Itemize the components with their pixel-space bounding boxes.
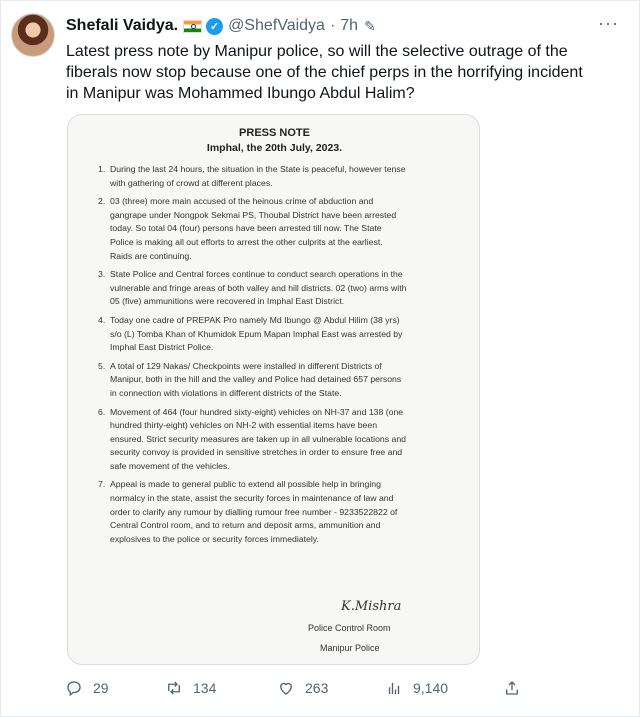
item-text-line: Manipur, both in the hill and the valley and Police had detained 657 persons — [110, 374, 402, 385]
item-text-line: security convoy is provided in sensitive stretches in order to ensure free and — [110, 447, 403, 458]
item-number: 4. — [98, 314, 106, 325]
share-button[interactable] — [503, 679, 531, 697]
press-note-items — [98, 163, 453, 551]
item-text-line: 03 (three) more main accused of the heinous crime of abduction and — [110, 196, 374, 207]
reply-button[interactable] — [65, 679, 109, 697]
item-text-line: with gathering of crowd at different places. — [110, 177, 273, 188]
press-note-item — [98, 268, 453, 309]
edited-pencil-icon[interactable]: ✎ — [364, 17, 376, 34]
item-number: 3. — [98, 269, 106, 280]
item-number: 1. — [98, 164, 106, 174]
item-text-line: Today one cadre of PREPAK Pro namely Md Ibungo @ Abdul Hilim (38 yrs) — [110, 314, 400, 325]
retweet-button[interactable] — [165, 679, 216, 697]
press-note-date: Imphal, the 20th July, 2023. — [206, 142, 343, 154]
item-text-line: A total of 129 Nakas/ Checkpoints were installed in different Districts of — [110, 360, 382, 371]
like-count: 263 — [305, 680, 329, 696]
like-button[interactable] — [277, 679, 328, 697]
item-number: 6. — [98, 406, 106, 417]
tweet-text-line: in Manipur was Mohammed Ibungo Abdul Halim? — [66, 85, 415, 102]
share-icon — [503, 679, 521, 697]
views-button[interactable] — [385, 679, 448, 697]
item-number: 7. — [98, 479, 106, 490]
reply-icon — [65, 679, 83, 697]
item-text-line: Imphal East District Police. — [110, 342, 214, 353]
retweet-count: 134 — [193, 680, 217, 696]
item-number: 2. — [98, 196, 106, 207]
item-text-line: safe movement of the vehicles. — [110, 460, 230, 471]
press-note-image[interactable] — [67, 114, 480, 665]
signoff-office: Police Control Room — [308, 623, 391, 633]
signature-image: K.Mishra — [341, 599, 402, 614]
item-text — [110, 163, 406, 190]
separator-dot: · — [329, 17, 336, 34]
item-text — [110, 406, 406, 474]
item-number: 5. — [98, 360, 106, 371]
item-text-line: today. So total 04 (four) persons have been arrested till now. The State — [110, 223, 382, 234]
author-handle[interactable]: @ShefVaidya — [228, 17, 325, 34]
views-bar-chart-icon — [385, 679, 403, 697]
item-text-line: Raids are continuing. — [110, 250, 192, 261]
item-text-line: vulnerable and fringe areas of both valley and hill districts. 02 (two) arms with — [110, 282, 407, 293]
item-text-line: During the last 24 hours, the situation in the State is peaceful, however tense — [110, 164, 406, 174]
press-note-title: PRESS NOTE — [239, 127, 310, 139]
more-options-icon[interactable]: ··· — [598, 13, 619, 33]
tweet-actions — [65, 679, 535, 701]
heart-icon — [277, 679, 295, 697]
item-text-line: explosives to the police or security forces immediately. — [110, 533, 319, 544]
india-flag-icon — [183, 20, 202, 33]
item-text — [110, 314, 402, 355]
item-text — [110, 478, 397, 546]
item-text-line: Movement of 464 (four hundred sixty-eight) vehicles on NH-37 and 138 (one — [110, 406, 404, 417]
item-text-line: Central Control room, and to return and deposit arms, ammunition and — [110, 520, 381, 531]
item-text-line: Police is making all out efforts to arrest the other culprits at the earliest. — [110, 236, 383, 247]
item-text-line: ensured. Strict security measures are taken up in all vulnerable locations and — [110, 433, 407, 444]
tweet-header — [66, 15, 376, 37]
avatar[interactable] — [11, 13, 55, 57]
item-text-line: 05 (five) ammunitions were recovered in Imphal East District. — [110, 296, 345, 307]
item-text-line: order to clarify any rumour by dialling rumour free number - 9233522822 of — [110, 506, 398, 517]
item-text-line: State Police and Central forces continue to conduct search operations in the — [110, 269, 403, 280]
reply-count: 29 — [93, 680, 109, 696]
item-text-line: s/o (L) Tomba Khan of Khumidok Epum Mapan Imphal East was arrested by — [110, 328, 403, 339]
item-text-line: gangrape under Nongpok Sekmai PS, Thoubal District have been arrested — [110, 209, 397, 220]
press-note-item — [98, 478, 453, 546]
signoff-org: Manipur Police — [320, 643, 380, 653]
press-note-item — [98, 163, 453, 190]
item-text-line: normalcy in the state, assist the security forces in maintenance of law and — [110, 493, 394, 504]
item-text — [110, 268, 406, 309]
tweet-text — [66, 41, 621, 104]
views-count: 9,140 — [413, 680, 449, 696]
tweet-time[interactable]: 7h — [340, 17, 359, 34]
tweet-text-line: Latest press note by Manipur police, so will the selective outrage of the — [66, 43, 568, 60]
verified-badge-icon[interactable]: ✓ — [206, 18, 223, 35]
press-note-item — [98, 406, 453, 474]
press-note-item — [98, 314, 453, 355]
press-note-item — [98, 195, 453, 263]
item-text-line: hundred thirty-eight) vehicles on NH-2 with essential items have been — [110, 420, 378, 431]
author-name[interactable]: Shefali Vaidya. — [66, 17, 179, 34]
retweet-icon — [165, 679, 183, 697]
item-text-line: Appeal is made to general public to extend all possible help in bringing — [110, 479, 381, 490]
tweet-text-line: fiberals now stop because one of the chief perps in the horrifying incident — [66, 64, 583, 81]
item-text-line: in connection with violations in different districts of the State. — [110, 387, 342, 398]
press-note-item — [98, 360, 453, 401]
item-text — [110, 360, 401, 401]
item-text — [110, 195, 396, 263]
